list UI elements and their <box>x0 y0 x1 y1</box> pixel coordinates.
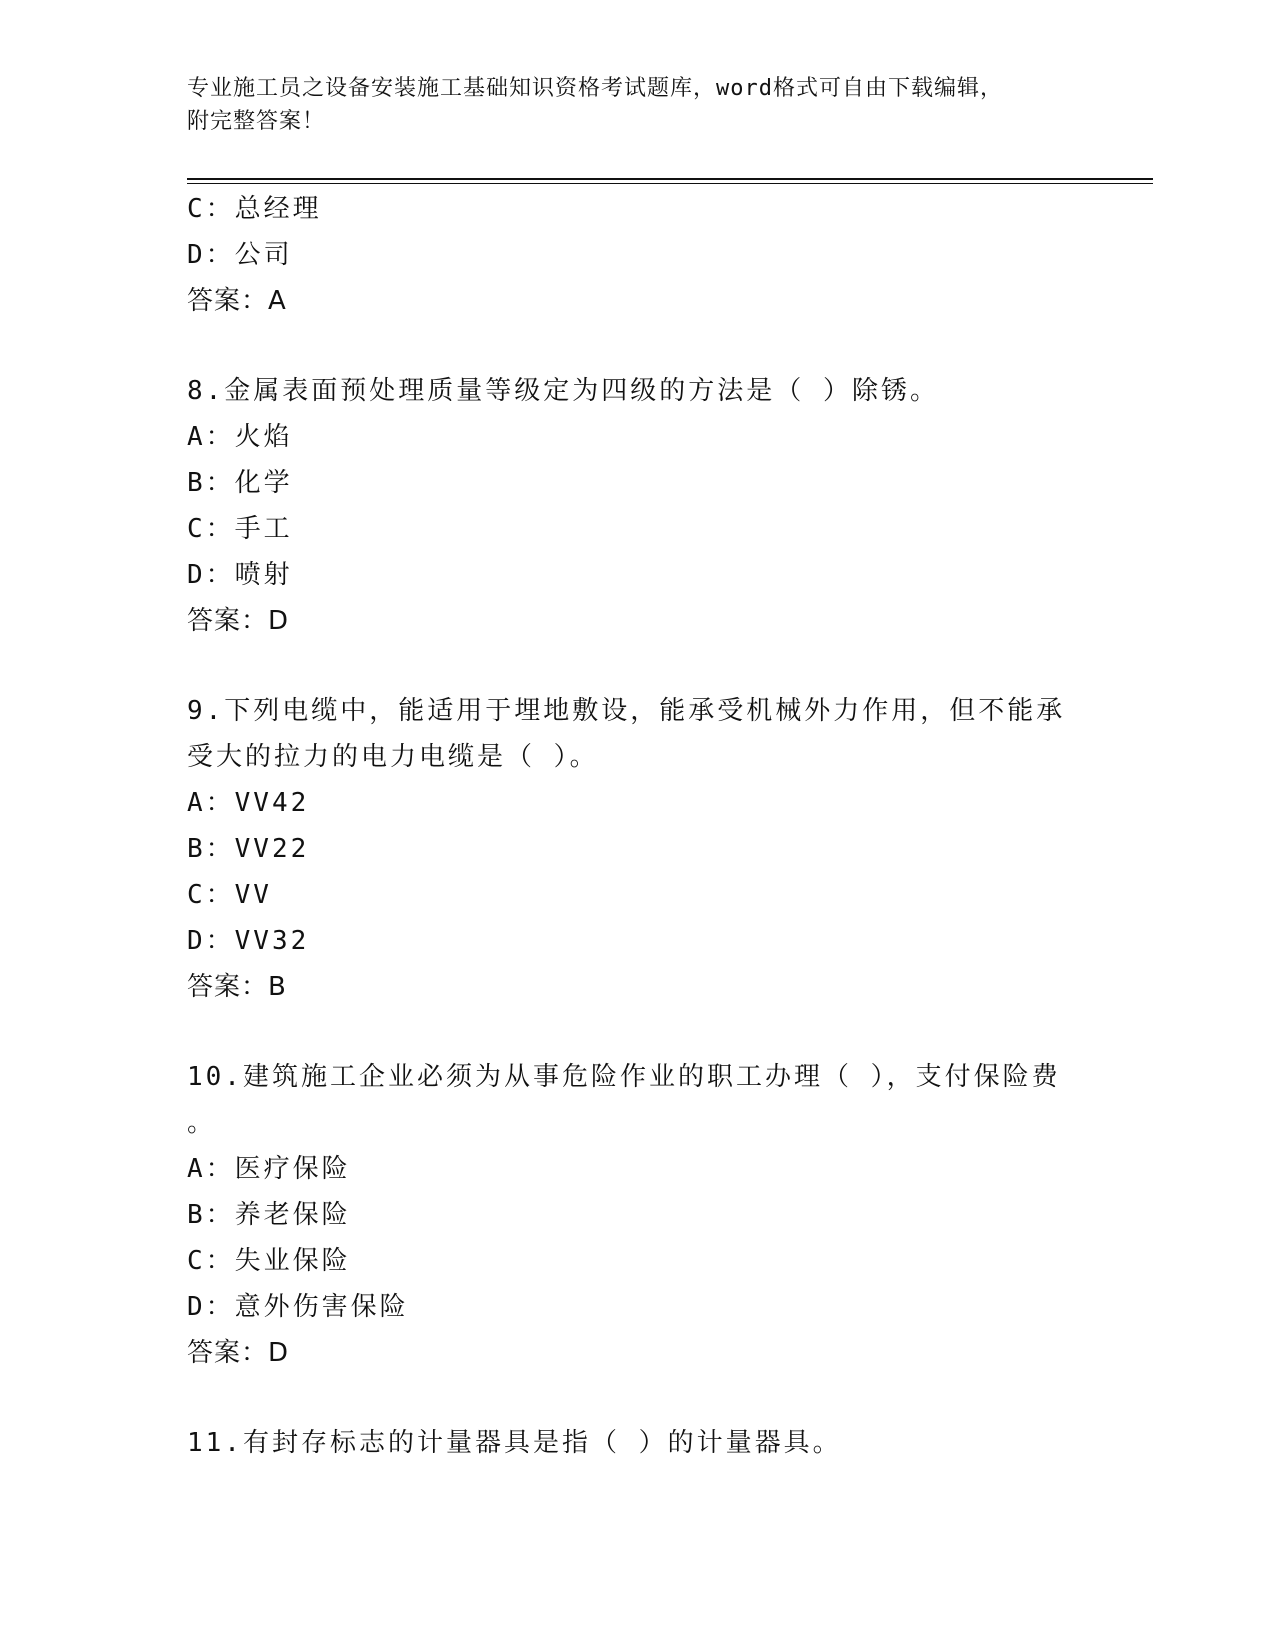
option-c: C：手工 <box>187 514 293 544</box>
question-block-10 <box>187 1054 1087 1376</box>
answer-line: 答案：A <box>187 286 287 316</box>
option-d: D：公司 <box>187 240 293 270</box>
header-line-2: 附完整答案！ <box>187 109 326 134</box>
question-list <box>187 186 1087 1466</box>
header-line-1: 专业施工员之设备安装施工基础知识资格考试题库，word格式可自由下载编辑， <box>187 76 1003 101</box>
question-block-8 <box>187 368 1087 644</box>
question-block-9 <box>187 688 1087 1010</box>
document-header <box>187 72 1067 138</box>
spacer <box>187 644 1087 688</box>
option-b: B：养老保险 <box>187 1200 351 1230</box>
question-text: 8.金属表面预处理质量等级定为四级的方法是（ ）除锈。 <box>187 376 939 406</box>
answer-line: 答案：D <box>187 1338 290 1368</box>
answer-line: 答案：D <box>187 606 290 636</box>
spacer <box>187 1376 1087 1420</box>
question-text: 9.下列电缆中，能适用于埋地敷设，能承受机械外力作用，但不能承 <box>187 696 1066 726</box>
header-divider-thick <box>187 178 1153 180</box>
option-c: C：总经理 <box>187 194 322 224</box>
option-d: D：喷射 <box>187 560 293 590</box>
spacer <box>187 324 1087 368</box>
question-text: 10.建筑施工企业必须为从事危险作业的职工办理（ ），支付保险费 <box>187 1062 1061 1092</box>
question-text-continued: 受大的拉力的电力电缆是（ ）。 <box>187 742 599 772</box>
question-text: 11.有封存标志的计量器具是指（ ）的计量器具。 <box>187 1428 842 1458</box>
spacer <box>187 1010 1087 1054</box>
question-text-continued: 。 <box>187 1108 217 1138</box>
option-c: C：VV <box>187 880 272 910</box>
answer-line: 答案：B <box>187 972 287 1002</box>
header-divider-thin <box>187 183 1153 184</box>
option-b: B：化学 <box>187 468 293 498</box>
option-a: A：VV42 <box>187 788 310 818</box>
option-a: A：火焰 <box>187 422 293 452</box>
option-c: C：失业保险 <box>187 1246 351 1276</box>
option-d: D：VV32 <box>187 926 310 956</box>
option-a: A：医疗保险 <box>187 1154 351 1184</box>
question-block-11 <box>187 1420 1087 1466</box>
option-d: D：意外伤害保险 <box>187 1292 409 1322</box>
question-block-7 <box>187 186 1087 324</box>
option-b: B：VV22 <box>187 834 310 864</box>
